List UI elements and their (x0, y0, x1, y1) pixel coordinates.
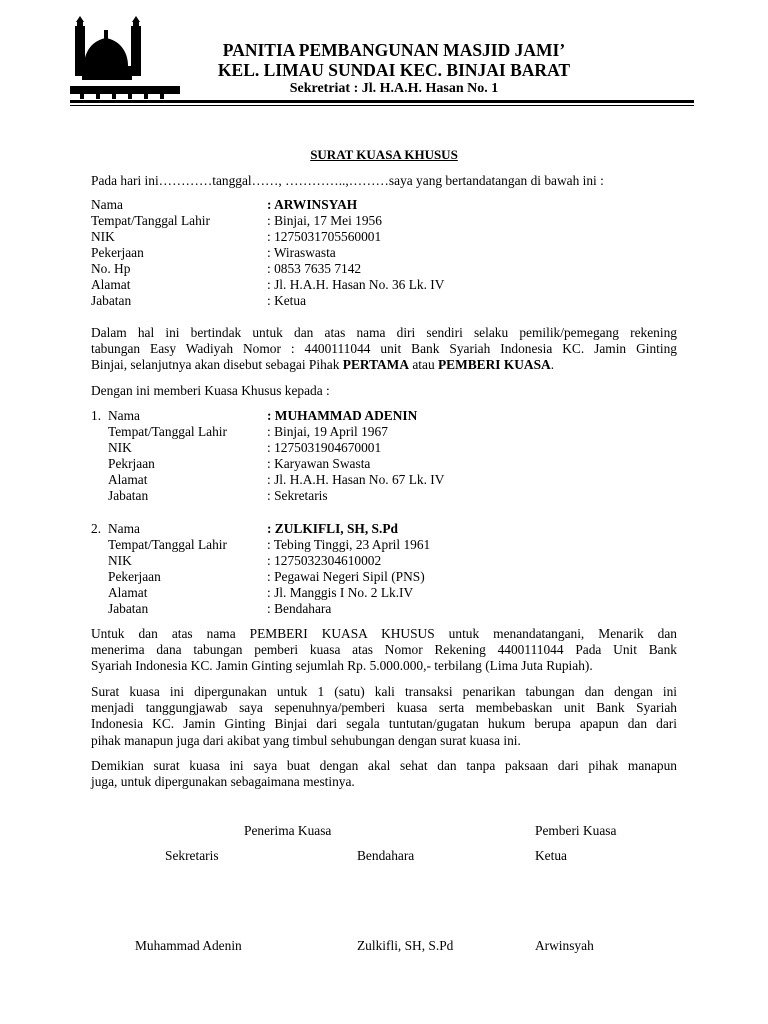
paragraph-authority: Untuk dan atas nama PEMBERI KUASA KHUSUS untuk menandatangani, Menarik dan menerima dana tabungan pemberi kuasa atas Nomor Rekening 4400111044 Pada Unit Bank Syariah Indonesia KC. Jamin Ginting sejumlah Rp. 5.000.000,- terbilang (Lima Juta Rupiah). (91, 626, 677, 674)
signature-receiver-heading: Penerima Kuasa (244, 823, 332, 838)
grantee-2-label-address: Alamat (108, 585, 148, 600)
signature-giver-heading: Pemberi Kuasa (535, 823, 617, 838)
grantee-2-label-nik: NIK (108, 553, 132, 568)
grantee-1-label-address: Alamat (108, 472, 148, 487)
grantee-1-label-job: Pekrjaan (108, 456, 155, 471)
paragraph-grant-intro: Dengan ini memberi Kuasa Khusus kepada : (91, 383, 330, 398)
header-line-3: Sekretriat : Jl. H.A.H. Hasan No. 1 (289, 81, 499, 96)
grantee-2-label-job: Pekerjaan (108, 569, 161, 584)
document-title: SURAT KUASA KHUSUS (310, 147, 458, 162)
signature-name-ketua: Arwinsyah (535, 938, 594, 953)
grantee-1-label-name: Nama (108, 408, 140, 423)
grantee-2-label-position: Jabatan (108, 601, 149, 616)
grantee-2-label-name: Nama (108, 521, 140, 536)
grantee-1-label-position: Jabatan (108, 488, 149, 503)
grantee-1-value-position: : Sekretaris (267, 488, 328, 503)
header-line-1: PANITIA PEMBANGUNAN MASJID JAMI’ (222, 40, 566, 60)
grantee-1-value-job: : Karyawan Swasta (267, 456, 371, 471)
grantee-2-value-nik: : 1275032304610002 (267, 553, 382, 568)
grantee-1-label-nik: NIK (108, 440, 132, 455)
grantee-2-number: 2. (91, 521, 102, 536)
grantee-2-value-position: : Bendahara (267, 601, 332, 616)
grantee-2-value-birth: : Tebing Tinggi, 23 April 1961 (267, 537, 431, 552)
signature-name-bendahara: Zulkifli, SH, S.Pd (357, 938, 454, 953)
header-rule-thick (70, 100, 694, 103)
grantee-1-number: 1. (91, 408, 102, 423)
signature-role-ketua: Ketua (535, 848, 567, 863)
opening-sentence: Pada hari ini…………tanggal……, …………..,………saya yang bertandatangan di bawah ini : (91, 173, 604, 188)
grantee-2-value-name: : ZULKIFLI, SH, S.Pd (267, 521, 398, 536)
grantee-2-label-birth: Tempat/Tanggal Lahir (108, 537, 227, 552)
grantee-1-value-name: : MUHAMMAD ADENIN (267, 408, 418, 423)
grantee-1-value-birth: : Binjai, 19 April 1967 (267, 424, 388, 439)
signature-role-sekretaris: Sekretaris (165, 848, 219, 863)
grantee-2-value-address: : Jl. Manggis I No. 2 Lk.IV (267, 585, 414, 600)
grantee-2-value-job: : Pegawai Negeri Sipil (PNS) (267, 569, 425, 584)
paragraph-capacity: Dalam hal ini bertindak untuk dan atas nama diri sendiri selaku pemilik/pemegang rekening tabungan Easy Wadiyah Nomor : 4400111044 unit Bank Syariah Indonesia KC. Jamin Ginting Binjai, selanjutnya akan disebut sebagai Pihak PERTAMA atau PEMBERI KUASA. (91, 325, 677, 373)
header-rule-thin (70, 105, 694, 106)
header-line-2: KEL. LIMAU SUNDAI KEC. BINJAI BARAT (217, 60, 571, 80)
grantee-1-value-address: : Jl. H.A.H. Hasan No. 67 Lk. IV (267, 472, 445, 487)
paragraph-liability: Surat kuasa ini dipergunakan untuk 1 (satu) kali transaksi penarikan tabungan dan dengan ini menjadi tanggungjawab saya sepenuhnya/pemberi kuasa serta membebaskan unit Bank Syariah Indonesia KC. Jamin Ginting Binjai dari segala tuntutan/gugatan hukum berupa apapun dan dari pihak manapun juga dari akibat yang timbul sehubungan dengan surat kuasa ini. (91, 684, 677, 748)
grantee-1-value-nik: : 1275031904670001 (267, 440, 382, 455)
signature-role-bendahara: Bendahara (357, 848, 415, 863)
paragraph-closing: Demikian surat kuasa ini saya buat dengan akal sehat dan tanpa paksaan dari pihak manapun juga, untuk dipergunakan sebagaimana mestinya. (91, 758, 677, 790)
grantee-1-label-birth: Tempat/Tanggal Lahir (108, 424, 227, 439)
signature-name-sekretaris: Muhammad Adenin (135, 938, 242, 953)
